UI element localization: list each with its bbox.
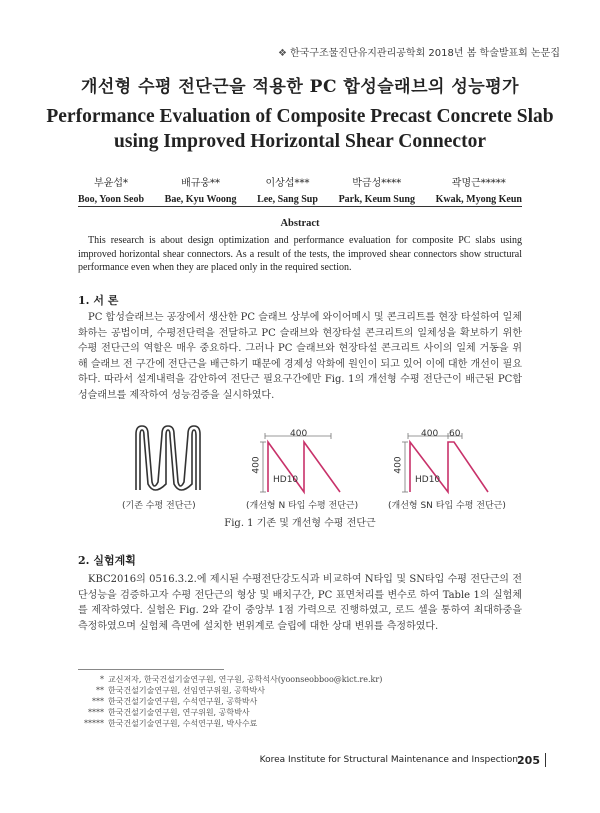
section-heading-introduction: 1. 서 론 [78, 294, 119, 307]
author-name-english: Lee, Sang Sup [257, 194, 318, 205]
page-number: 205 [517, 754, 540, 767]
title-korean: 개선형 수평 전단근을 적용한 PC 합성슬래브의 성능평가 [80, 77, 520, 97]
introduction-paragraph: PC 합성슬래브는 공장에서 생산한 PC 슬래브 상부에 와이어메시 및 콘크리트를 현장 타설하여 일체화하는 공법이며, 수평전단력을 전달하고 PC 슬래브와 현장타설 콘크리트의 일체성을 확보하기 위한 수평 전단근의 역할은 매우 중요하다. 그러나 PC 슬래브와 현장타설 콘크리트 사이의 일체 거동을 위해 슬래브 전 구간에 전단근을 배근하기 때문에 경제성 악화에 원인이 되고 있어 이에 대한 개선이 필요하다. 따라서 설계내력을 감안하여 전단근 필요구간에만 Fig. 1의 개선형 수평 전단근이 배근된 PC합성슬래브를 제작하여 성능검증을 실시하였다. [78, 312, 522, 401]
footnote: *** 한국건설기술연구원, 수석연구원, 공학박사 [92, 697, 258, 706]
n-type-height-dimension: 400 [251, 456, 262, 474]
title-english-line-2: using Improved Horizontal Shear Connector [114, 131, 486, 152]
diamond-icon: ❖ [278, 48, 287, 59]
sn-type-offset-dimension: 60 [449, 429, 461, 439]
footnote: ** 한국건설기술연구원, 선임연구위원, 공학박사 [96, 686, 266, 695]
author-name-english: Park, Keum Sung [338, 194, 415, 205]
sn-type-connector-label: (개선형 SN 타입 수평 전단근) [388, 501, 506, 511]
journal-header [278, 44, 560, 59]
experiment-paragraph: KBC2016의 0516.3.2.에 제시된 수평전단강도식과 비교하여 N타입 및 SN타입 수평 전단근의 전단성능을 검증하고자 수평 전단근의 형상 및 배치구간, PC 표면처리를 변수로 하여 Table 1의 실험체를 제작하였다. 실험은 Fig. 2와 같이 중앙부 1점 가력으로 진행하였고, 로드 셀을 통하여 최대하중을 측정하였으며 실험체 측면에 설치한 변위계로 슬립에 대한 상대 변위를 측정하였다. [78, 574, 522, 632]
title-english [0, 104, 600, 154]
author-name-korean: 곽명근***** [451, 178, 506, 189]
footnote: ***** 한국건설기술연구원, 수석연구원, 박사수료 [84, 719, 258, 728]
abstract-text: This research is about design optimization and performance evaluation for composite PC slabs using improved horizontal shear connectors. As a result of the tests, the improved shear connectors show structural performance even when they are placed only in the required section. [78, 235, 522, 273]
existing-connector-shape [136, 426, 200, 490]
n-type-bar-label: HD10 [273, 475, 299, 485]
figure-1 [78, 420, 522, 515]
sn-type-bar-label: HD10 [415, 475, 441, 485]
figure-1-caption: Fig. 1 기존 및 개선형 수평 전단근 [224, 518, 376, 529]
n-type-connector-shape [260, 433, 340, 492]
author-name-english: Kwak, Myong Keun [435, 194, 522, 205]
author [339, 176, 415, 208]
author-name-korean: 박금성**** [352, 178, 402, 189]
author [436, 176, 522, 208]
sn-type-width-dimension: 400 [421, 429, 439, 439]
author-name-korean: 이상섭*** [265, 178, 310, 189]
author-name-english: Bae, Kyu Woong [164, 194, 237, 205]
footnote-list [78, 674, 382, 729]
footnote: **** 한국건설기술연구원, 연구위원, 공학박사 [88, 708, 250, 717]
author-name-korean: 부윤섭* [94, 178, 129, 189]
author-name-korean: 배규웅** [181, 178, 221, 189]
author [78, 176, 144, 208]
page-number-bar [545, 753, 546, 767]
footnote-divider [78, 669, 224, 670]
abstract-heading: Abstract [280, 218, 320, 229]
n-type-connector-label: (개선형 N 타입 수평 전단근) [246, 501, 359, 511]
sn-type-height-dimension: 400 [393, 456, 404, 474]
author [257, 176, 318, 208]
footer-institute: Korea Institute for Structural Maintenance and Inspection [259, 755, 518, 765]
existing-connector-label: (기존 수평 전단근) [122, 501, 196, 511]
author-list [78, 176, 522, 208]
journal-name: 한국구조물진단유지관리공학회 2018년 봄 학술발표회 논문집 [289, 48, 560, 59]
footnote: * 교신저자, 한국건설기술연구원, 연구원, 공학석사(yoonseobboo@kict.re.kr) [100, 675, 383, 684]
author [165, 176, 237, 208]
n-type-width-dimension: 400 [290, 429, 308, 439]
author-divider [78, 206, 522, 207]
author-name-english: Boo, Yoon Seob [78, 194, 145, 205]
title-english-line-1: Performance Evaluation of Composite Precast Concrete Slab [46, 106, 554, 127]
section-heading-experiment: 2. 실험계획 [78, 554, 136, 567]
